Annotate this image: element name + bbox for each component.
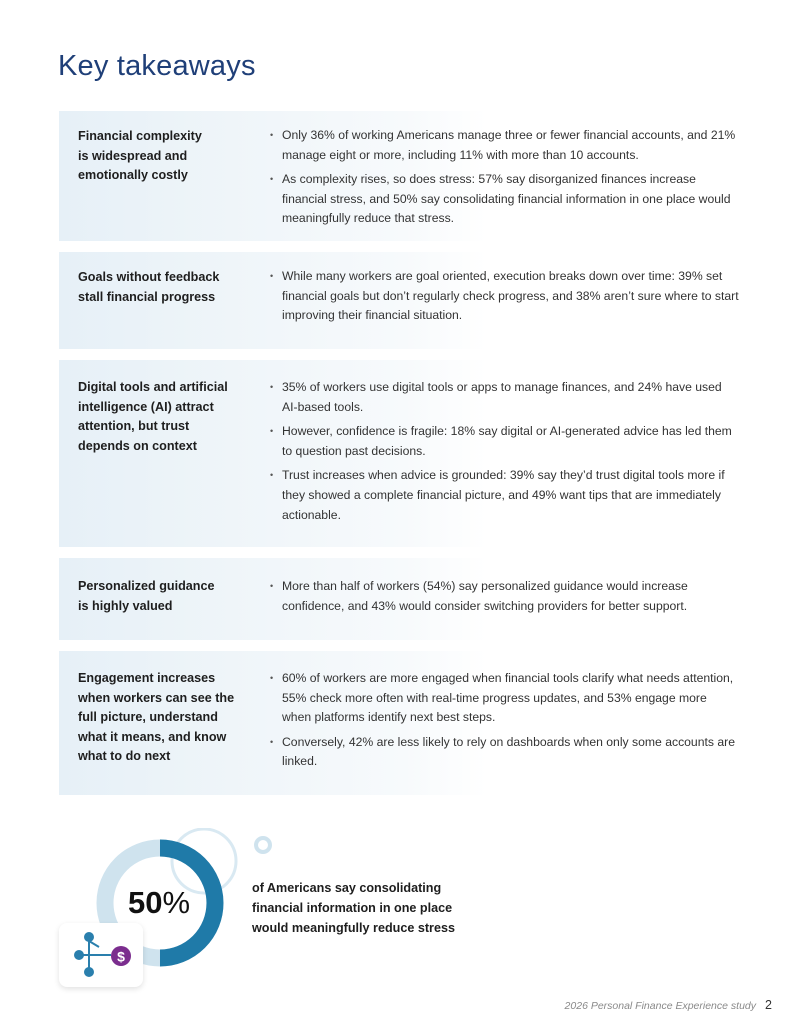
stat-unit: % [162, 885, 191, 920]
takeaway-bullet: • 60% of workers are more engaged when financial tools clarify what needs attention, 55% check more often with real-time progress updates, and 53% engage more when platforms identify next best steps. [271, 669, 739, 728]
takeaway-bullet: • As complexity rises, so does stress: 57% say disorganized finances increase financial stress, and 50% say consolidating financial information in one place would meaningfully reduce that stress. [271, 170, 739, 229]
takeaway-row [59, 360, 749, 547]
takeaway-row [59, 651, 749, 795]
takeaway-heading: Personalized guidance is highly valued [78, 579, 215, 613]
takeaway-heading: Engagement increases when workers can see the full picture, understand what it means, and know what to do next [78, 671, 235, 764]
takeaway-row [59, 558, 749, 640]
takeaway-bullets [271, 669, 739, 777]
decor-ring-small [256, 838, 270, 852]
footer-study-name: 2026 Personal Finance Experience study [564, 1000, 756, 1012]
takeaway-bullets [271, 378, 739, 530]
takeaway-row [59, 252, 749, 349]
page-number: 2 [765, 998, 772, 1012]
takeaway-bullet: • While many workers are goal oriented, execution breaks down over time: 39% set financial goals but don’t regularly check progress, and 38% aren’t sure where to start improving their financial situation. [271, 267, 739, 326]
takeaway-heading: Digital tools and artificial intelligence (AI) attract attention, but trust depends on context [78, 380, 228, 453]
stat-callout [58, 828, 478, 993]
page-title: Key takeaways [58, 50, 256, 82]
takeaway-bullet: • More than half of workers (54%) say personalized guidance would increase confidence, and 43% would consider switching providers for better support. [271, 577, 739, 616]
takeaway-bullet: • 35% of workers use digital tools or apps to manage finances, and 24% have used AI-based tools. [271, 378, 739, 417]
takeaway-row [59, 111, 749, 241]
takeaway-bullet: • Only 36% of working Americans manage three or fewer financial accounts, and 21% manage eight or more, including 11% with more than 10 accounts. [271, 126, 739, 165]
takeaway-heading: Financial complexity is widespread and emotionally costly [78, 129, 202, 183]
stat-number: 50 [128, 885, 163, 920]
takeaway-bullet: • However, confidence is fragile: 18% say digital or AI-generated advice has led them to question past decisions. [271, 422, 739, 461]
takeaway-heading: Goals without feedback stall financial progress [78, 270, 220, 304]
takeaway-bullets [271, 267, 739, 331]
svg-text:$: $ [117, 948, 125, 965]
takeaway-bullet: • Trust increases when advice is grounded: 39% say they’d trust digital tools more if they showed a complete financial picture, and 49% want tips that are immediately actionable. [271, 466, 739, 525]
account-consolidation-dollar-icon [59, 923, 143, 987]
takeaway-bullet: • Conversely, 42% are less likely to rely on dashboards when only some accounts are linked. [271, 733, 739, 772]
takeaway-bullets [271, 126, 739, 234]
stat-description: of Americans say consolidating financial information in one place would meaningfully reduce stress [252, 881, 455, 935]
stat-value [128, 885, 190, 921]
takeaway-bullets [271, 577, 739, 621]
